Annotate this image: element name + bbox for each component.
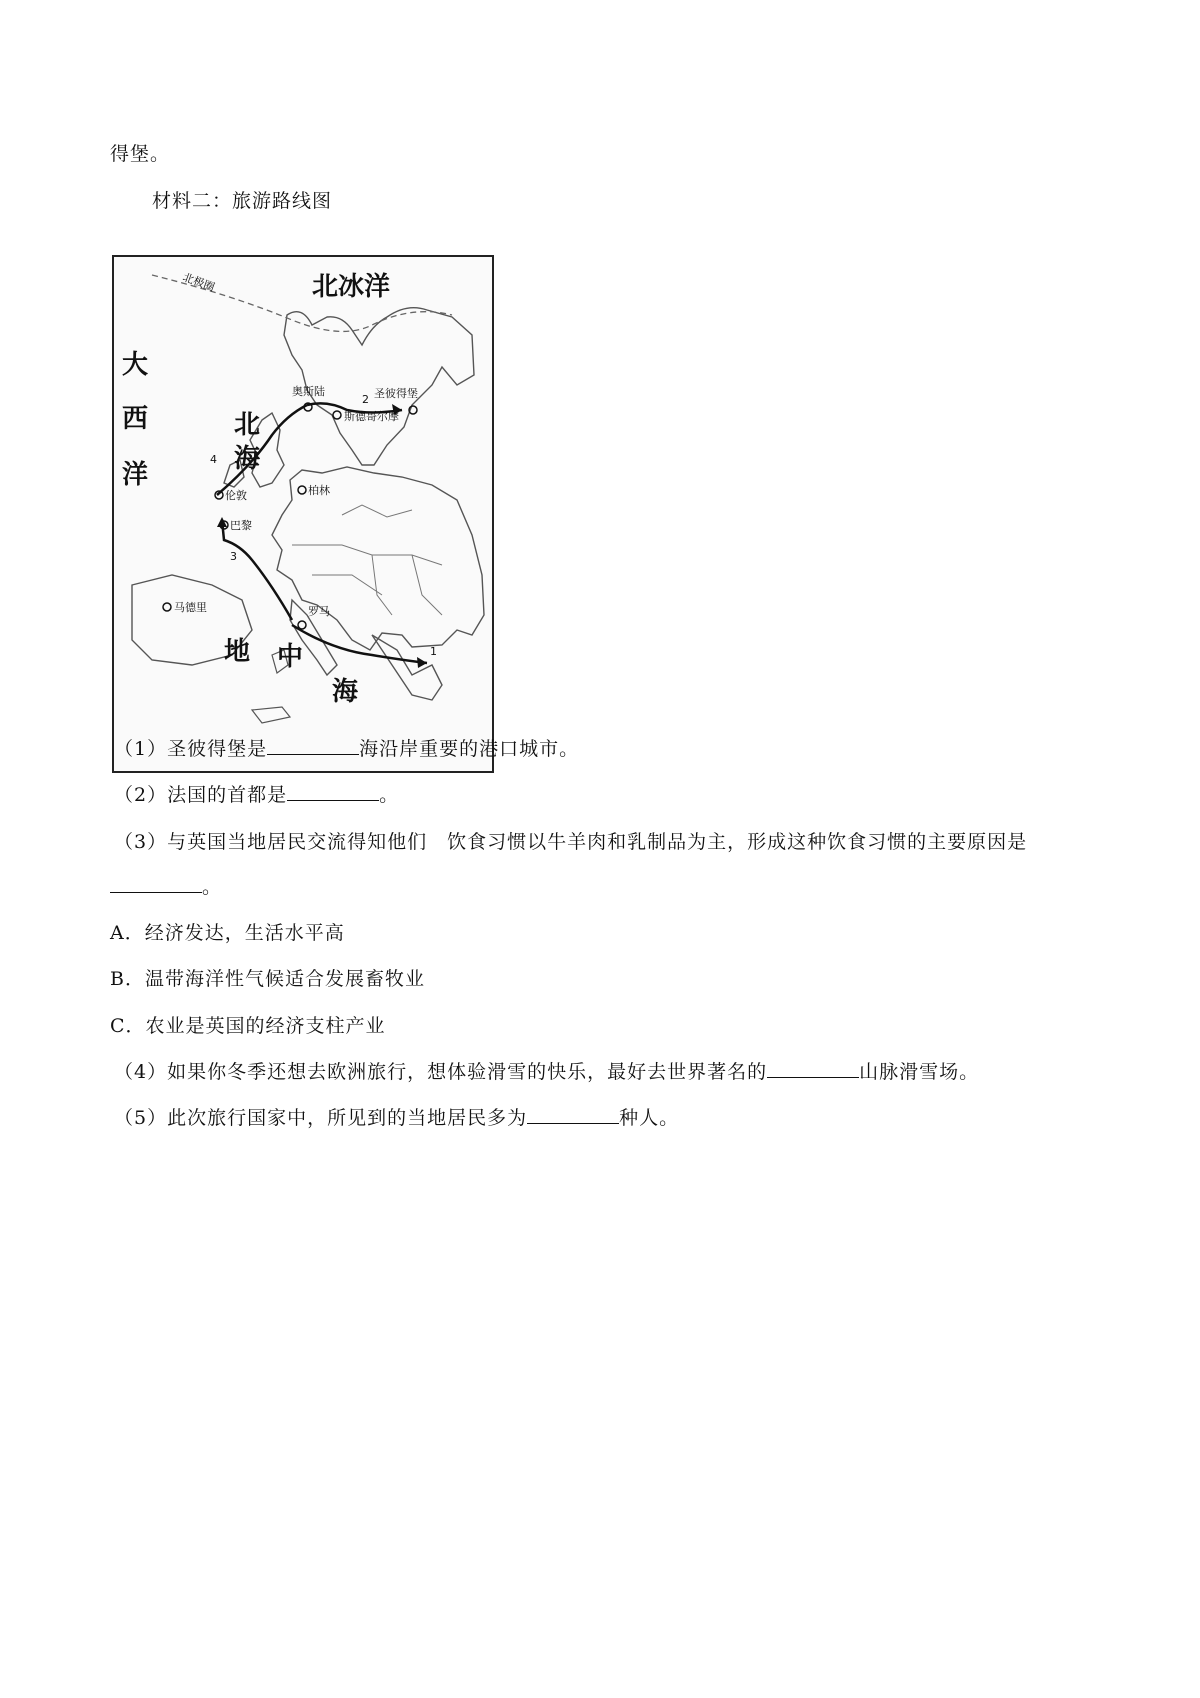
map-route-number-2: 2 xyxy=(362,393,369,406)
map-north-sea-label-1: 北 xyxy=(234,410,261,440)
question-3: （3）与英国当地居民交流得知他们 饮食习惯以牛羊肉和乳制品为主，形成这种饮食习惯的主要原因是 xyxy=(114,831,1028,853)
map-route-number-4: 4 xyxy=(210,453,217,466)
map-atlantic-label-1: 大 xyxy=(122,350,149,380)
question-3-suffix: 。 xyxy=(202,876,223,898)
map-atlantic-label-3: 洋 xyxy=(122,460,149,490)
map-route-number-3: 3 xyxy=(230,550,237,563)
map-mediterranean-label-1: 地 xyxy=(224,637,251,667)
map-atlantic-label-2: 西 xyxy=(122,404,149,434)
map-city-london: 伦敦 xyxy=(225,489,247,502)
map-city-madrid: 马德里 xyxy=(174,601,207,614)
question-2 xyxy=(114,782,399,808)
question-5-blank[interactable] xyxy=(527,1105,619,1124)
option-a[interactable]: A．经济发达，生活水平高 xyxy=(110,922,345,944)
option-c[interactable]: C．农业是英国的经济支柱产业 xyxy=(110,1015,386,1037)
question-1 xyxy=(114,736,579,762)
material-label: 材料二：旅游路线图 xyxy=(152,190,333,212)
question-4-blank[interactable] xyxy=(767,1059,859,1078)
option-b[interactable]: B．温带海洋性气候适合发展畜牧业 xyxy=(110,968,425,990)
question-1-blank[interactable] xyxy=(267,736,359,755)
map-city-stockholm: 斯德哥尔摩 xyxy=(344,410,399,423)
question-1-prefix: （1）圣彼得堡是 xyxy=(114,738,268,760)
map-route-number-1: 1 xyxy=(430,645,437,658)
map-city-berlin: 柏林 xyxy=(308,484,330,497)
map-mediterranean-label-3: 海 xyxy=(332,677,359,707)
question-5-prefix: （5）此次旅行国家中，所见到的当地居民多为 xyxy=(114,1107,528,1129)
map-arctic-circle-label: 北极圈 xyxy=(180,270,217,295)
map-city-oslo: 奥斯陆 xyxy=(292,385,325,398)
question-4 xyxy=(114,1059,979,1085)
map-city-st-petersburg: 圣彼得堡 xyxy=(374,387,418,400)
travel-route-map xyxy=(112,255,494,773)
question-3-blank[interactable] xyxy=(110,874,202,893)
continuation-text: 得堡。 xyxy=(110,143,171,165)
map-mediterranean-label-2: 中 xyxy=(277,642,304,672)
question-4-suffix: 山脉滑雪场。 xyxy=(859,1061,980,1083)
question-5 xyxy=(114,1105,679,1131)
question-3-answer-line xyxy=(110,874,222,900)
question-2-prefix: （2）法国的首都是 xyxy=(114,784,288,806)
question-4-prefix: （4）如果你冬季还想去欧洲旅行，想体验滑雪的快乐，最好去世界著名的 xyxy=(114,1061,768,1083)
map-city-paris: 巴黎 xyxy=(230,519,252,532)
question-2-suffix: 。 xyxy=(379,784,400,806)
question-1-suffix: 海沿岸重要的港口城市。 xyxy=(359,738,580,760)
question-5-suffix: 种人。 xyxy=(619,1107,680,1129)
map-city-rome: 罗马 xyxy=(308,605,330,618)
map-arctic-ocean-label: 北冰洋 xyxy=(312,272,391,302)
map-north-sea-label-2: 海 xyxy=(234,444,261,474)
question-2-blank[interactable] xyxy=(287,782,379,801)
